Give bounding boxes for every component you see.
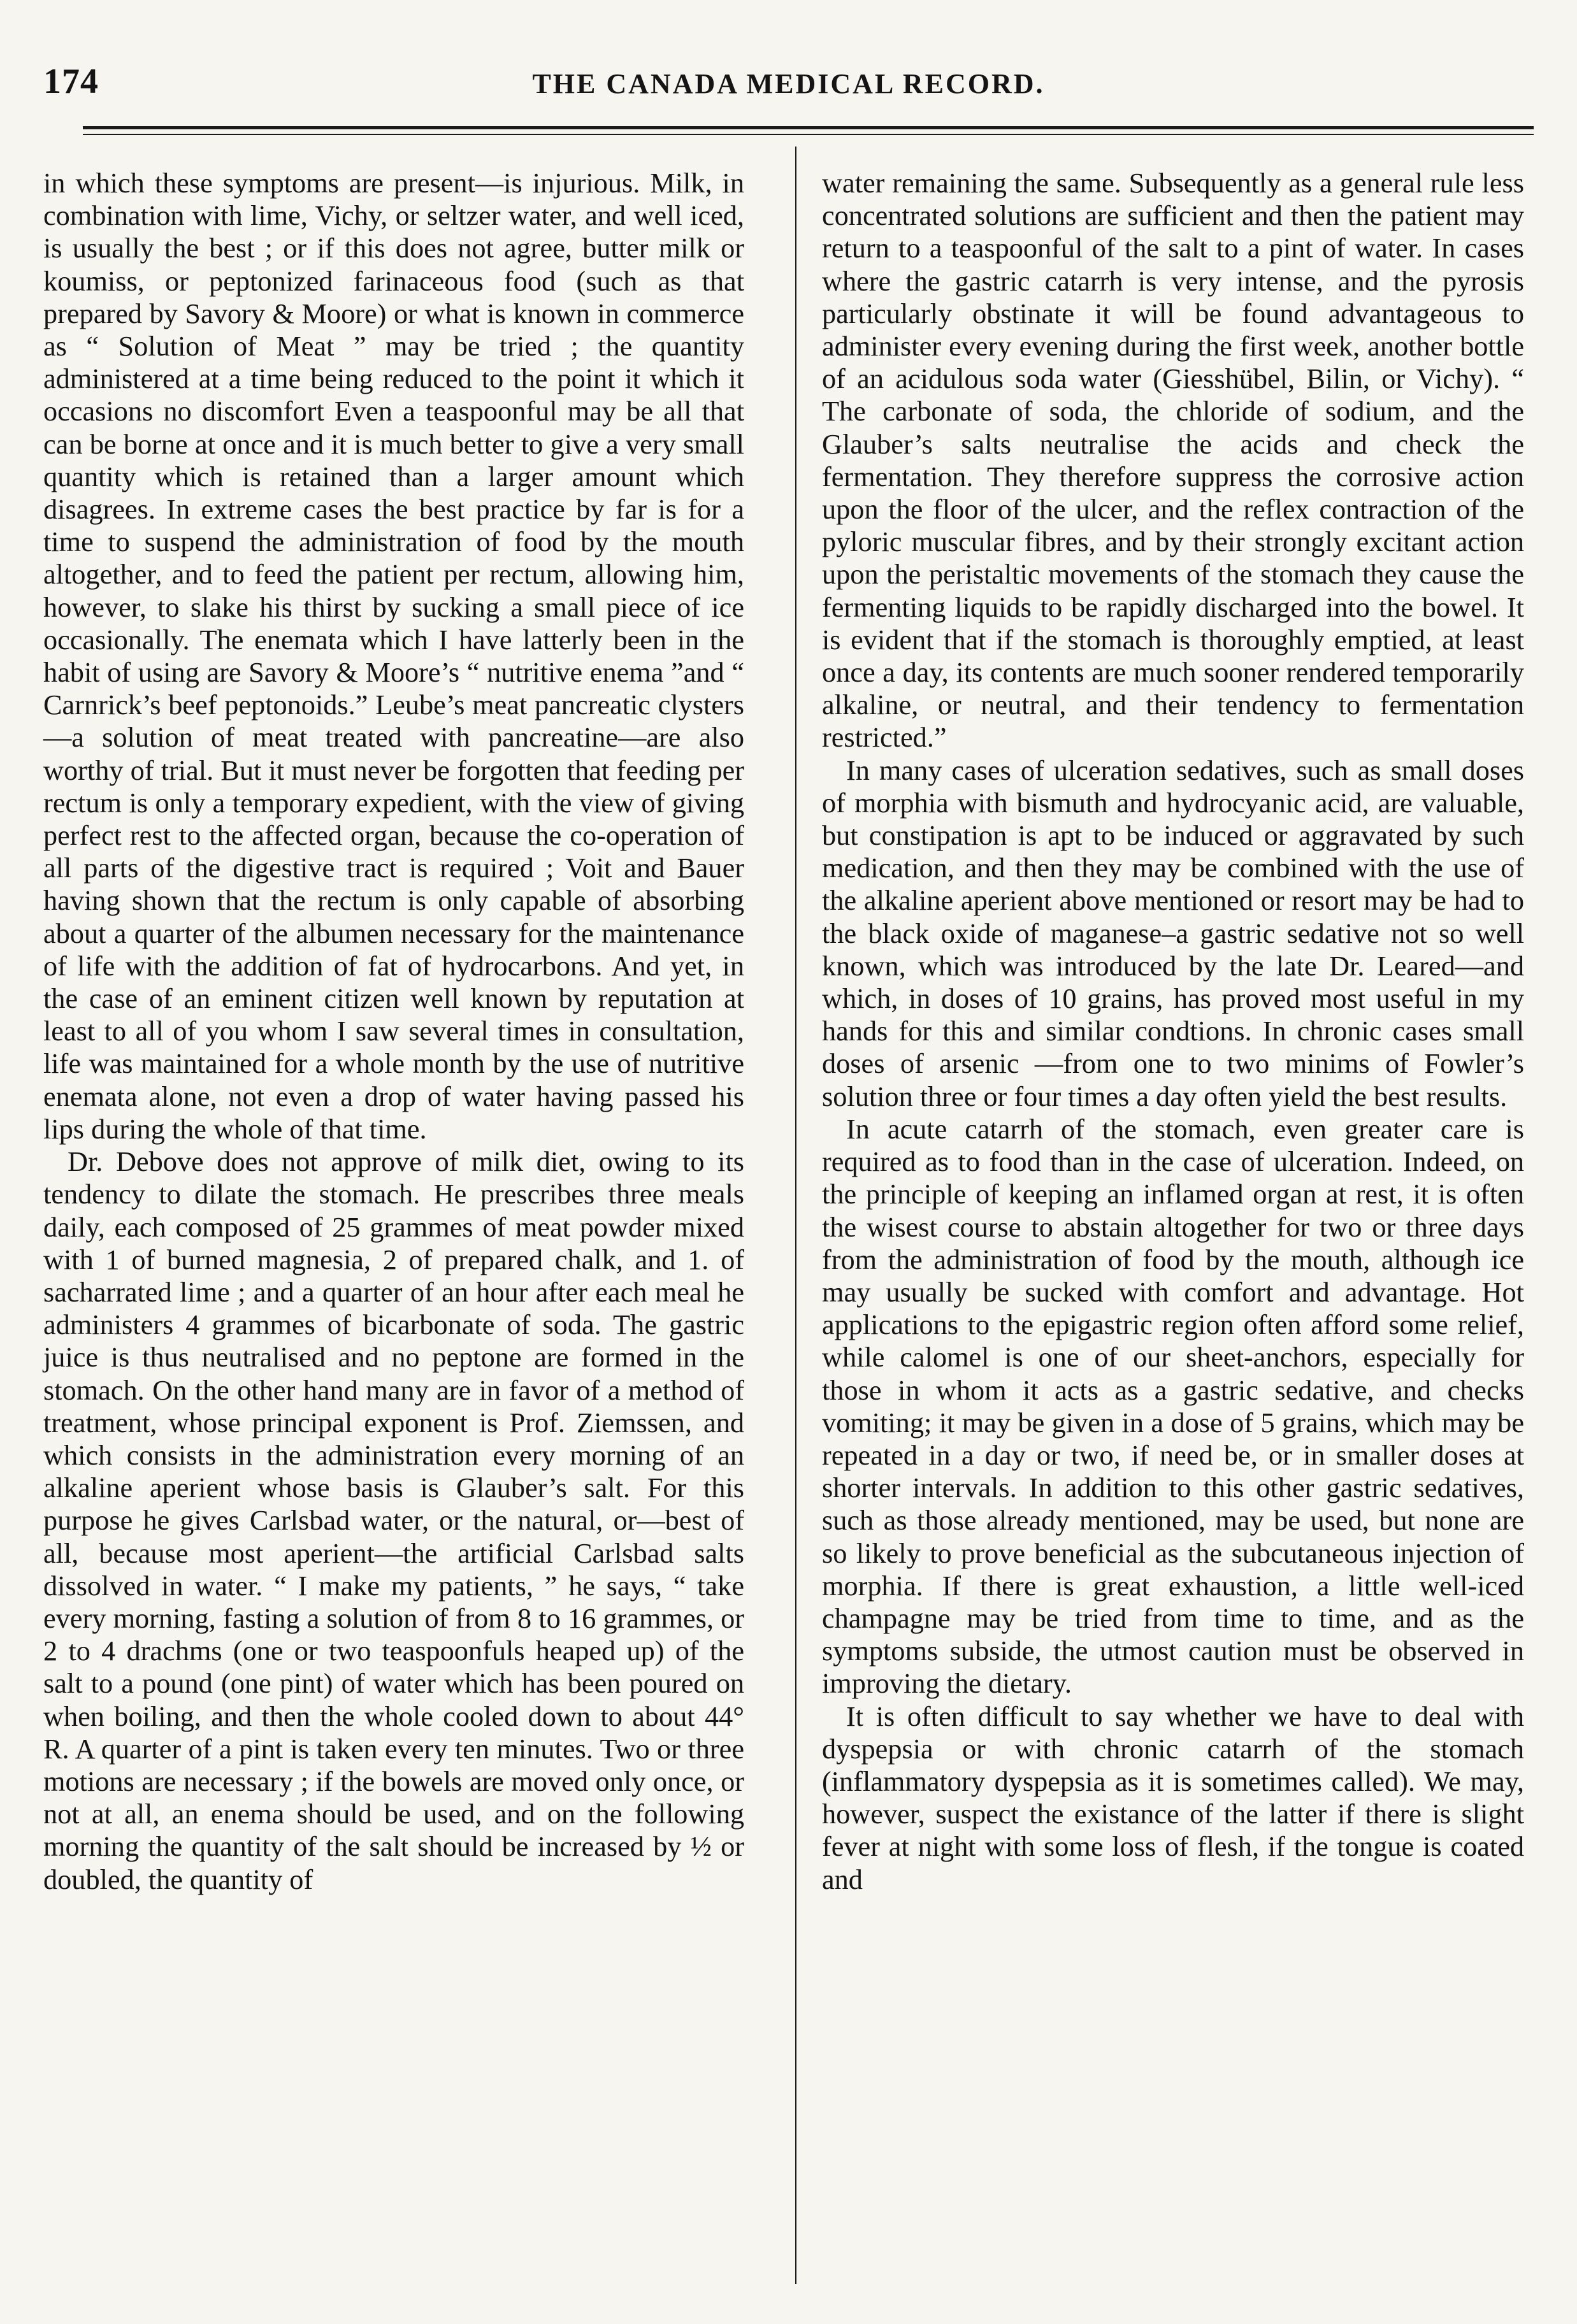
paragraph: Dr. Debove does not approve of milk diet, owing to its tendency to dilate the stomach. He prescribes three meals daily, each composed of 25 grammes of meat powder mixed with 1 of burned magnesia, 2 of prepared chalk, and 1. of sacharrated lime ; and a quarter of an hour after each meal he administers 4 grammes of bicarbonate of soda. The gastric juice is thus neutralised and no peptone are formed in the stomach. On the other hand many are in favor of a method of treatment, whose principal exponent is Prof. Ziemssen, and which consists in the administration every morning of an alkaline aperient whose basis is Glauber’s salt. For this purpose he gives Carlsbad water, or the natural, or—best of all, because most aperient—the artificial Carlsbad salts dissolved in water. “ I make my patients, ” he says, “ take every morning, fasting a solution of from 8 to 16 grammes, or 2 to 4 drachms (one or two teaspoonfuls heaped up) of the salt to a pound (one pint) of water which has been poured on when boiling, and then the whole cooled down to about 44° R. A quarter of a pint is taken every ten minutes. Two or three motions are necessary ; if the bowels are moved only once, or not at all, an enema should be used, and on the following morning the quantity of the salt should be increased by ½ or doubled, the quantity of bbox=[43, 1146, 744, 1895]
header-rule bbox=[83, 126, 1534, 129]
page-number: 174 bbox=[43, 62, 99, 101]
paragraph: In many cases of ulceration sedatives, such as small doses of morphia with bismuth and hydrocyanic acid, are valuable, but constipation is apt to be induced or aggravated by such medication, and then they may be combined with the use of the alkaline aperient above mentioned or resort may be had to the black oxide of maganese–a gastric sedative not so well known, which was introduced by the late Dr. Leared—and which, in doses of 10 grains, has proved most useful in my hands for this and similar condtions. In chronic cases small doses of arsenic —from one to two minims of Fowler’s solution three or four times a day often yield the best results. bbox=[822, 754, 1524, 1112]
paragraph: water remaining the same. Subsequently as a general rule less concentrated solutions are sufficient and then the patient may return to a teaspoonful of the salt to a pint of water. In cases where the gastric catarrh is very intense, and the pyrosis particularly obstinate it will be found advantageous to administer every evening during the first week, another bottle of an acidulous soda water (Giesshübel, Bilin, or Vichy). “ The carbonate of soda, the chloride of sodium, and the Glauber’s salts neutralise the acids and check the fermentation. They therefore suppress the corrosive action upon the floor of the ulcer, and the reflex contraction of the pyloric muscular fibres, and by their strongly excitant action upon the peristaltic movements of the stomach they cause the fermenting liquids to be rapidly discharged into the bowel. It is evident that if the stomach is thoroughly emptied, at least once a day, its contents are much sooner rendered temporarily alkaline, or neutral, and their tendency to fermentation restricted.” bbox=[822, 168, 1524, 754]
left-column bbox=[43, 167, 744, 1896]
paragraph: In acute catarrh of the stomach, even greater care is required as to food than in the case of ulceration. Indeed, on the principle of keeping an inflamed organ at rest, it is often the wisest course to abstain altogether for two or three days from the administration of food by the mouth, although ice may usually be sucked with comfort and advantage. Hot applications to the epigastric region often afford some relief, while calomel is one of our sheet-anchors, especially for those in whom it acts as a gastric sedative, and checks vomiting; it may be given in a dose of 5 grains, which may be repeated in a day or two, if need be, or in smaller doses at shorter intervals. In addition to this other gastric sedatives, such as those already mentioned, may be used, but none are so likely to prove beneficial as the subcutaneous injection of morphia. If there is great exhaustion, a little well-iced champagne may be tried from time to time, and as the symptoms subside, the utmost caution must be observed in improving the dietary. bbox=[822, 1113, 1524, 1700]
column-divider bbox=[795, 147, 796, 2284]
paragraph: in which these symptoms are present—is injurious. Milk, in combination with lime, Vichy, or seltzer water, and well iced, is usually the best ; or if this does not agree, butter milk or koumiss, or peptonized farinaceous food (such as that prepared by Savory & Moore) or what is known in commerce as “ Solution of Meat ” may be tried ; the quantity administered at a time being reduced to the point it which it occasions no discomfort Even a teaspoonful may be all that can be borne at once and it is much better to give a very small quantity which is retained than a larger amount which disagrees. In extreme cases the best practice by far is for a time to suspend the administration of food by the mouth altogether, and to feed the patient per rectum, allowing him, however, to slake his thirst by sucking a small piece of ice occasionally. The enemata which I have latterly been in the habit of using are Savory & Moore’s “ nutritive enema ”and “ Carnrick’s beef peptonoids.” Leube’s meat pancreatic clysters—a solution of meat treated with pancreatine—are also worthy of trial. But it must never be forgotten that feeding per rectum is only a temporary expedient, with the view of giving perfect rest to the affected organ, because the co-operation of all parts of the digestive tract is required ; Voit and Bauer having shown that the rectum is only capable of absorbing about a quarter of the albumen necessary for the maintenance of life with the addition of fat of hydrocarbons. And yet, in the case of an eminent citizen well known by reputation at least to all of you whom I saw several times in consultation, life was maintained for a whole month by the use of nutritive enemata alone, not even a drop of water having passed his lips during the whole of that time. bbox=[43, 168, 744, 1145]
paragraph: It is often difficult to say whether we have to deal with dyspepsia or with chronic catarrh of the stomach (inflammatory dyspepsia as it is sometimes called). We may, however, suspect the existance of the latter if there is slight fever at night with some loss of flesh, if the tongue is coated and bbox=[822, 1700, 1524, 1895]
page-header bbox=[43, 61, 1534, 112]
right-column bbox=[822, 167, 1524, 1896]
header-rule-thin bbox=[83, 134, 1534, 135]
journal-title: THE CANADA MEDICAL RECORD. bbox=[532, 68, 1045, 99]
